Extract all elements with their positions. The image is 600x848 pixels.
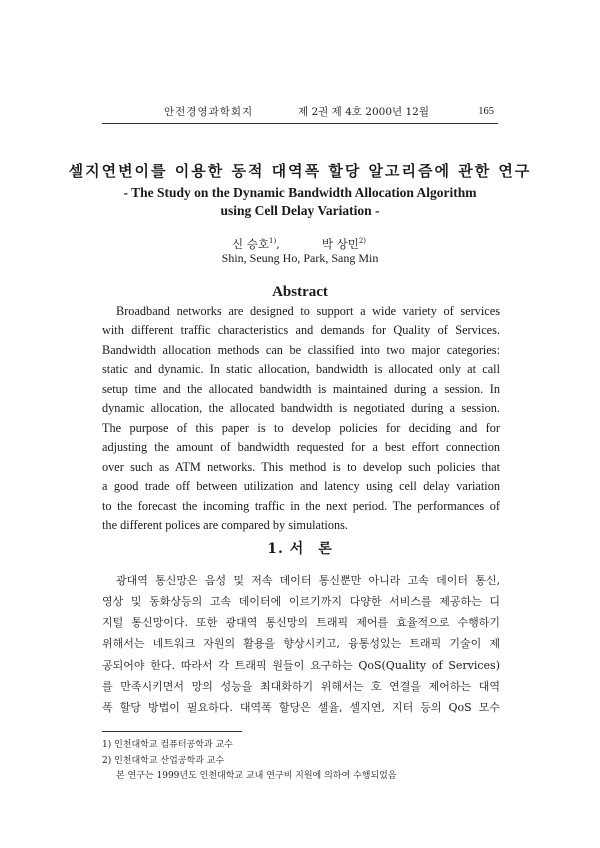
- issue-info: 제 2권 제 4호 2000년 12월: [298, 106, 429, 118]
- title-english-line: using Cell Delay Variation -: [220, 203, 380, 218]
- running-header: [102, 105, 498, 124]
- footnotes: [102, 738, 397, 785]
- author-name: 박 상민: [321, 237, 359, 251]
- body-line: 광대역 통신망은 음성 및 저속 데이터 통신뿐만 아니라 고속 데이터 통신,: [116, 574, 500, 587]
- title-english-line: - The Study on the Dynamic Bandwidth Allocation Algorithm: [123, 185, 477, 200]
- footnote-marker: 2): [358, 237, 366, 246]
- section-title: 론: [318, 541, 333, 557]
- body-line: 공되어야 한다. 따라서 각 트래픽 원들이 요구하는 QoS(Quality of Services): [102, 658, 500, 672]
- section-heading: [0, 538, 600, 558]
- section-number: 1.: [267, 541, 284, 557]
- abstract-line: dynamic allocation, the allocated bandwidth is negotiated during a session.: [102, 401, 500, 416]
- abstract-heading: Abstract: [272, 284, 328, 300]
- footnote: 2) 인천대학교 산업공학과 교수: [102, 755, 225, 766]
- body-line: 지털 통신망이다. 또한 광대역 통신망의 트래픽 제어를 효율적으로 수행하기: [102, 616, 500, 630]
- footnote: 1) 인천대학교 컴퓨터공학과 교수: [102, 740, 233, 750]
- title-korean: 셀지연변이를 이용한 동적 대역폭 할당 알고리즘에 관한 연구: [68, 162, 532, 180]
- abstract-line: Bandwidth allocation methods can be classified into two major categories:: [102, 342, 500, 357]
- abstract-line: a good trade off between utilization and latency using cell delay variation: [102, 479, 500, 494]
- authors-korean: [232, 236, 366, 252]
- abstract-line: static and dynamic. In static allocation, bandwidth is allocated only at call: [102, 362, 500, 377]
- footnote-marker: 1): [268, 237, 277, 246]
- authors-english: Shin, Seung Ho, Park, Sang Min: [221, 251, 379, 265]
- footnote: 본 연구는 1999년도 인천대학교 교내 연구비 지원에 의하여 수행되었음: [116, 771, 397, 781]
- author-name: 신 승호: [232, 237, 269, 251]
- footnote-divider: [102, 731, 242, 732]
- abstract-line: setup time and the allocated bandwidth is maintained during a session. In: [102, 381, 500, 396]
- abstract-body: [102, 302, 500, 535]
- page-number: 165: [478, 106, 494, 117]
- abstract-line: The purpose of this paper is to develop policies for deciding and for: [102, 420, 500, 435]
- abstract-line: the different polices are compared by simulations.: [102, 517, 348, 532]
- body-line: 위해서는 네트워크 자원의 활용을 향상시키고, 융통성있는 트래픽 기술이 제: [102, 637, 500, 651]
- abstract-line: over such as ATM networks. This method is to develop such policies that: [102, 459, 500, 474]
- body-line: 폭 할당 방법이 필요하다. 대역폭 할당은 셀율, 셀지연, 지터 등의 QoS 모수: [102, 700, 500, 714]
- journal-name: 안전경영과학회지: [164, 106, 254, 118]
- author-separator: ,: [276, 237, 280, 251]
- abstract-line: Broadband networks are designed to support a wide variety of services: [116, 304, 500, 318]
- section-body: [102, 570, 500, 718]
- abstract-line: to the forecast the incoming traffic in the next period. The performances of: [102, 498, 500, 513]
- section-title: 서: [289, 541, 305, 557]
- abstract-line: with different traffic characteristics and demands for Quality of Services.: [102, 323, 500, 338]
- body-line: 영상 및 동화상등의 고속 데이터에 이르기까지 다양한 서비스를 제공하는 디: [102, 595, 500, 609]
- body-line: 를 만족시키면서 망의 성능을 최대화하기 위해서는 호 연결을 제어하는 대역: [102, 679, 500, 693]
- abstract-line: adjusting the amount of bandwidth requested for a best effort connection: [102, 440, 500, 455]
- title-english: [0, 184, 600, 220]
